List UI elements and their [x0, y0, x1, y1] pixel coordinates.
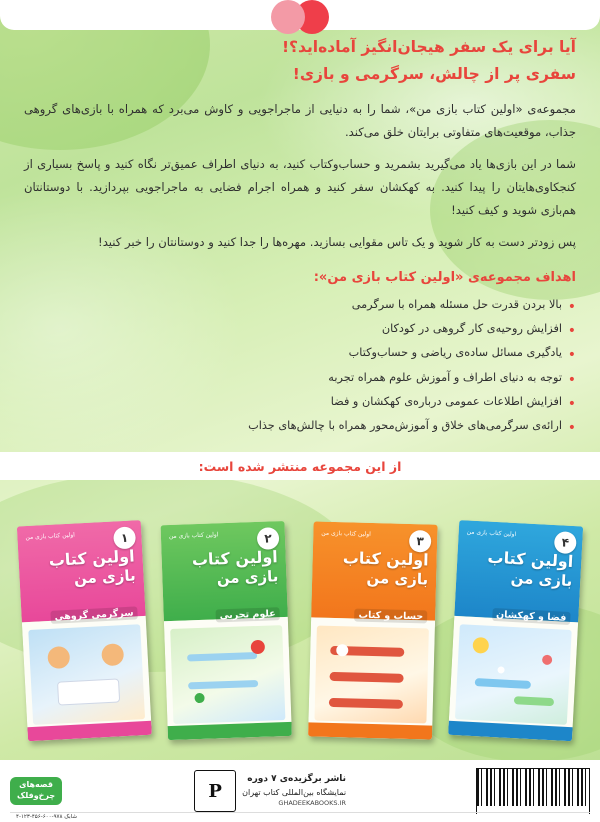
snake-path	[329, 698, 403, 709]
intro-paragraph-3: پس زودتر دست به کار شوید و یک تاس مقوایی بسازید. مهره‌ها را جدا کنید و دوستانتان را خبر کنید!	[98, 235, 576, 250]
barcode	[476, 768, 590, 814]
page-title	[24, 34, 576, 88]
publisher-line-2: نمایشگاه بین‌المللی کتاب تهران	[242, 787, 347, 797]
book-title-line1-3: اولین کتاب	[342, 548, 429, 570]
list-item: • توجه به دنیای اطراف و آموزش علوم همراه تجربه	[24, 366, 576, 390]
pink-circle-icon	[271, 0, 305, 34]
publisher-block	[194, 770, 346, 812]
goals-heading: اهداف مجموعه‌ی «اولین کتاب بازی من»:	[313, 269, 576, 285]
game-board-icon	[57, 678, 120, 705]
car-icon	[251, 640, 265, 654]
book-artwork-2	[170, 625, 285, 724]
published-banner	[0, 452, 600, 480]
book-covers-row	[25, 500, 574, 738]
list-item: • یادگیری مسائل ساده‌ی ریاضی و حساب‌وکتاب	[24, 341, 576, 365]
book-subtitle-4: فضا و کهکشان	[492, 608, 571, 625]
publisher-line-1: ناشر برگزیده‌ی ۷ دوره	[247, 774, 347, 785]
header-circles	[276, 0, 324, 34]
brand-block	[10, 777, 62, 805]
brand-badge	[10, 777, 62, 805]
publisher-site: GHADEEKABOOKS.IR	[278, 798, 347, 807]
top-white-strip	[0, 0, 600, 30]
book-number-badge-2: ۲	[257, 527, 280, 550]
book-artwork-4	[455, 624, 572, 725]
book-title-line2-3: بازی من	[366, 568, 429, 589]
footer-bar	[0, 760, 600, 822]
book-subtitle-1: سرگرمی گروهی	[50, 606, 138, 624]
book-subtitle-3: حساب و کتاب	[354, 609, 427, 624]
book-title-line2-2: بازی من	[216, 567, 279, 588]
headline-line-2: سفری پر از چالش، سرگرمی و بازی!	[292, 65, 576, 84]
cover-footer-band	[308, 722, 432, 739]
child-face-icon	[47, 646, 70, 669]
book-number-badge-3: ۳	[409, 530, 432, 553]
book-title-line2-1: بازی من	[73, 566, 137, 588]
book-subtitle-2: علوم تجربی	[215, 607, 280, 622]
series-tag-2: اولین کتاب بازی من	[168, 531, 219, 541]
path-segment	[514, 696, 554, 706]
book-title-3	[320, 548, 429, 590]
book-artwork-1	[28, 624, 145, 725]
series-tag-3: اولین کتاب بازی من	[321, 529, 371, 538]
book-cover-2[interactable]	[161, 521, 292, 740]
list-item: • بالا بردن قدرت حل مسئله همراه با سرگرمی	[24, 293, 576, 317]
publisher-logo: P	[194, 770, 236, 812]
book-title-line1-1: اولین کتاب	[48, 546, 136, 570]
book-cover-4[interactable]	[448, 520, 583, 741]
list-item: • ارائه‌ی سرگرمی‌های خلاق و آموزش‌محور همراه با چالش‌های جذاب	[24, 414, 576, 438]
book-title-line1-4: اولین کتاب	[487, 547, 574, 572]
footer-divider	[10, 812, 590, 813]
list-item: • افزایش اطلاعات عمومی درباره‌ی کهکشان و فضا	[24, 390, 576, 414]
path-segment	[475, 678, 531, 689]
book-title-4	[464, 546, 574, 590]
publisher-text	[242, 773, 346, 808]
series-tag-1: اولین کتاب بازی من	[25, 531, 76, 542]
brand-line-b: قصه‌های	[19, 780, 54, 790]
book-number-badge-4: ۴	[554, 531, 577, 554]
goals-list	[24, 293, 576, 439]
intro-paragraph-1: مجموعه‌ی «اولین کتاب بازی من»، شما را به دنیایی از ماجراجویی و کاوش می‌برد که همراه با بازی‌های گروهی جذاب، موقعیت‌های متفاوتی برایتان خلق می‌کند.	[24, 102, 576, 139]
series-tag-4: اولین کتاب بازی من	[466, 528, 517, 539]
snake-path	[329, 672, 403, 683]
book-artwork-3	[314, 626, 428, 724]
list-item: • افزایش روحیه‌ی کار گروهی در کودکان	[24, 317, 576, 341]
brand-line-a: چرخ‌وفلک	[17, 791, 56, 800]
headline-line-1: آیا برای یک سفر هیجان‌انگیز آماده‌اید؟!	[281, 38, 576, 56]
track-segment	[188, 680, 258, 689]
isbn-text: شابک ۹۷۸-۶۰۰-۴۵۶-۱۲۳-۴	[16, 814, 77, 820]
star-icon	[497, 666, 504, 673]
intro-paragraph-2: شما در این بازی‌ها یاد می‌گیرید بشمرید و حساب‌وکتاب کنید، به دنیای اطراف عمیق‌تر نگاه کنید و پاسخ بسیاری از کنجکاوی‌هایتان را پیدا کنید. به کهکشان سفر کنید و همراه اجرام فضایی به ماجراجویی بپردازید. با دوستانتان هم‌بازی شوید و کیف کنید!	[24, 157, 576, 217]
planet-icon	[472, 637, 489, 654]
cover-footer-band	[168, 722, 292, 740]
published-banner-text: از این مجموعه منتشر شده است:	[198, 458, 402, 474]
book-title-2	[169, 547, 278, 589]
book-title-line2-4: بازی من	[510, 568, 573, 591]
book-cover-1[interactable]	[17, 520, 152, 741]
main-content	[24, 34, 576, 439]
book-cover-3[interactable]	[308, 521, 438, 739]
book-number-badge-1: ۱	[113, 526, 136, 549]
leaf-icon	[194, 693, 204, 703]
book-title-1	[26, 546, 136, 590]
child-face-icon	[101, 643, 124, 666]
planet-icon	[542, 655, 553, 666]
track-segment	[187, 652, 257, 661]
book-title-line1-2: اولین کتاب	[191, 547, 279, 570]
